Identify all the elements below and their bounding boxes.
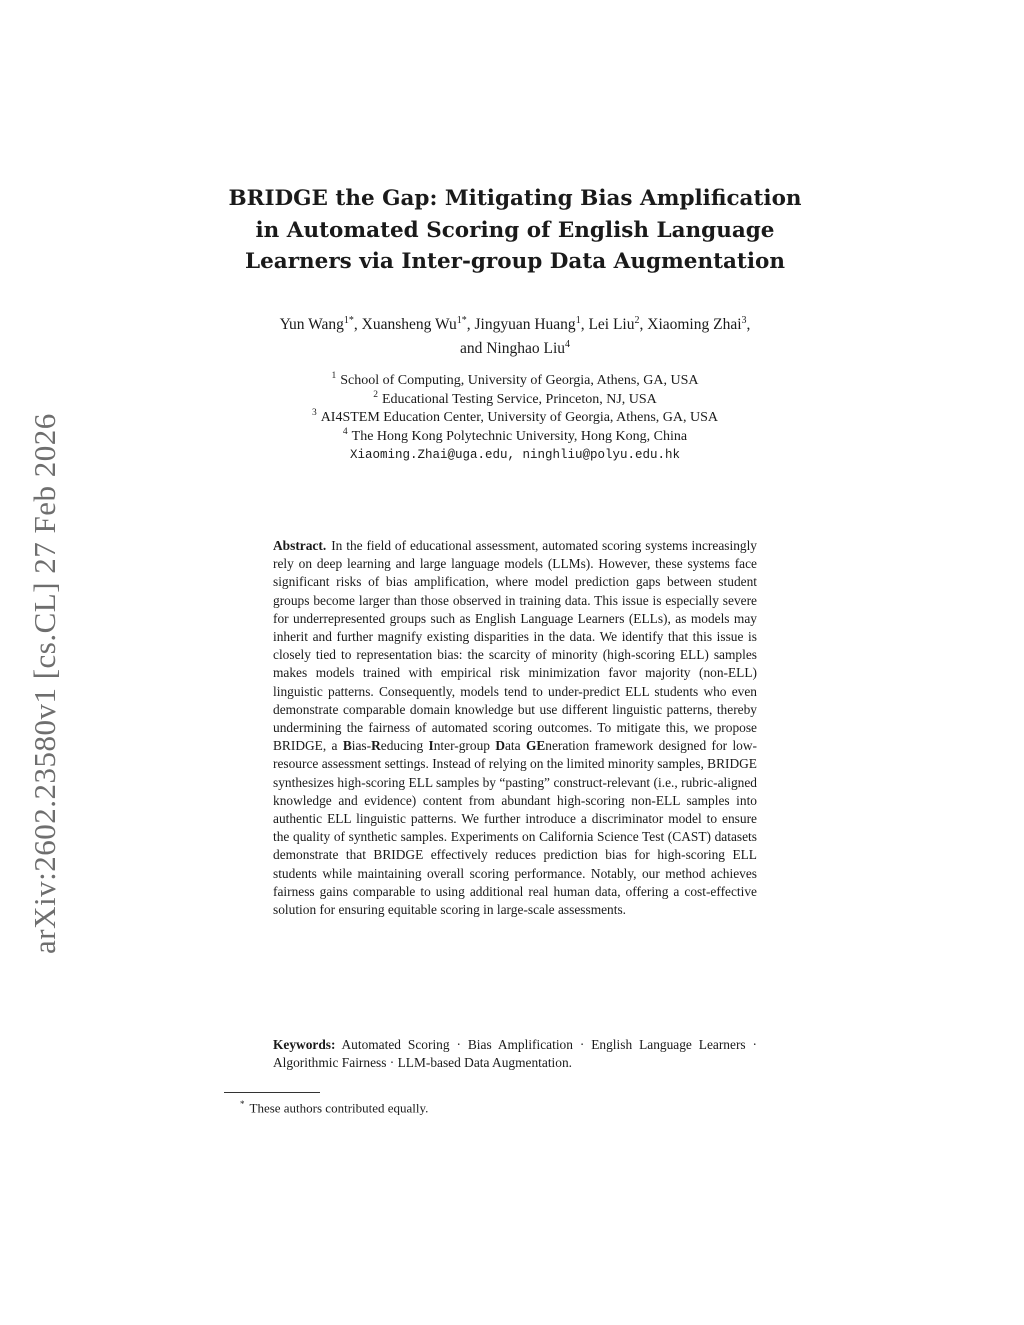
title-line: Learners via Inter-group Data Augmentation	[244, 249, 786, 274]
abstract: Abstract. In the field of educational assessment, automated scoring systems increasingly rely on deep learning and large language models (LLMs). However, these systems face significant risks of bias amplification, where model prediction gaps between student groups become larger than those observed in training data. This issue is especially severe for underrepresented groups such as English Language Learners (ELLs), as models may inherit and further magnify existing disparities in the data. We identify that this issue is closely tied to representation bias: the scarcity of minority (high-scoring ELL) samples makes models trained with empirical risk minimization favor majority (non-ELL) linguistic patterns. Consequently, models tend to under-predict ELL students who even demonstrate comparable domain knowledge but use different linguistic patterns, thereby undermining the fairness of automated scoring outcomes. To mitigate this, we propose BRIDGE, a Bias-Reducing Inter-group Data GEneration framework designed for low-resource assessment settings. Instead of relying on the limited minority samples, BRIDGE synthesizes high-scoring ELL samples by “pasting” construct-relevant (i.e., rubric-aligned knowledge and evidence) content from abundant high-scoring non-ELL samples into authentic ELL linguistic patterns. We further introduce a discriminator model to ensure the quality of synthetic samples. Experiments on California Science Test (CAST) datasets demonstrate that BRIDGE effectively reduces prediction bias for high-scoring ELL students while maintaining overall scoring performance. Notably, our method achieves fairness gains comparable to using additional real human data, offering a cost-effective solution for ensuring equitable scoring in large-scale assessments.	[273, 538, 757, 918]
author-affiliation-mark: 2	[634, 314, 640, 326]
affiliation-item: $^2$ Educational Testing Service, Princeton, NJ, USA	[373, 389, 657, 407]
author-line-1: Yun Wang$^{1*}$, Xuansheng $Wu^{1*}$, Jingyuan Huang$^1$, Lei Liu$^2$, Xiaoming Zhai$^3$,	[279, 314, 751, 333]
affiliation-item: $^3$ AI4STEM Education Center, University of Georgia, Athens, GA, USA	[311, 408, 719, 425]
footnote-rule	[224, 1092, 320, 1093]
affiliation-list	[180, 372, 850, 465]
abstract-label: Abstract.	[273, 538, 327, 553]
author-affiliation-mark: 1*	[343, 314, 354, 326]
footnote	[240, 1096, 740, 1116]
author-affiliation-mark: 1*	[456, 314, 467, 326]
author-name: Jingyuan Huang	[474, 316, 576, 333]
arxiv-identifier-stamp: arXiv:2602.23580v1 [cs.CL] 27 Feb 2026	[27, 413, 62, 954]
author-name: and Ninghao Liu	[459, 340, 566, 357]
author-affiliation-mark: 4	[565, 338, 571, 350]
author-affiliation-mark: 1	[575, 314, 581, 326]
author-list	[180, 313, 850, 361]
author-name: Lei Liu	[588, 316, 635, 333]
affiliation-item: $^4$ The Hong Kong Polytechnic University, Hong Kong, China	[342, 426, 688, 444]
footnote-text: These authors contributed equally.	[249, 1100, 429, 1116]
contact-emails[interactable]: Xiaoming.Zhai@uga.edu, ninghliu@polyu.edu.hk	[349, 448, 681, 462]
author-name: Xuansheng Wu	[361, 316, 457, 333]
keywords-text: Automated Scoring · Bias Amplification · English Language Learners · Algorithmic Fairness · LLM-based Data Augmentation.	[273, 1037, 757, 1071]
abstract-text: In the field of educational assessment, automated scoring systems increasingly rely on deep learning and large language models (LLMs). However, these systems face significant risks of bias amplification, where model prediction gaps between student groups become larger than those observed in training data. This issue is especially severe for underrepresented groups such as English Language Learners (ELLs), as models may inherit and further magnify existing disparities in the data. We identify that this issue is closely tied to representation bias: the scarcity of minority (high-scoring ELL) samples makes models trained with empirical risk minimization favor majority (non-ELL) linguistic patterns. Consequently, models tend to under-predict ELL students who even demonstrate comparable domain knowledge but use different linguistic patterns, thereby undermining the fairness of automated scoring outcomes. To mitigate this, we propose BRIDGE, a	[273, 538, 757, 754]
title-line: BRIDGE the Gap: Mitigating Bias Amplification	[228, 186, 802, 211]
author-name: Yun Wang	[279, 316, 344, 333]
affiliation-item: $^1$ School of Computing, University of Georgia, Athens, GA, USA	[331, 371, 699, 388]
author-affiliation-mark: 3	[741, 314, 747, 326]
abstract-text: framework designed for low-resource assessment settings. Instead of relying on the limited minority samples, BRIDGE synthesizes high-scoring ELL samples by “pasting” construct-relevant (i.e., rubric-aligned knowledge and evidence) content from abundant high-scoring non-ELL samples into authentic ELL linguistic patterns. We further introduce a discriminator model to ensure the quality of synthetic samples. Experiments on California Science Test (CAST) datasets demonstrate that BRIDGE effectively reduces prediction bias for high-scoring ELL students while maintaining overall scoring performance. Notably, our method achieves fairness gains comparable to using additional real human data, offering a cost-effective solution for ensuring equitable scoring in large-scale assessments.	[273, 738, 757, 918]
author-line-2	[180, 337, 850, 361]
keywords-label: Keywords:	[273, 1037, 336, 1052]
keywords	[273, 1036, 757, 1072]
footnote-mark: *	[240, 1099, 245, 1109]
author-name: Xiaoming Zhai	[647, 316, 742, 333]
paper-title	[180, 183, 850, 278]
title-line: in Automated Scoring of English Language	[255, 217, 775, 243]
